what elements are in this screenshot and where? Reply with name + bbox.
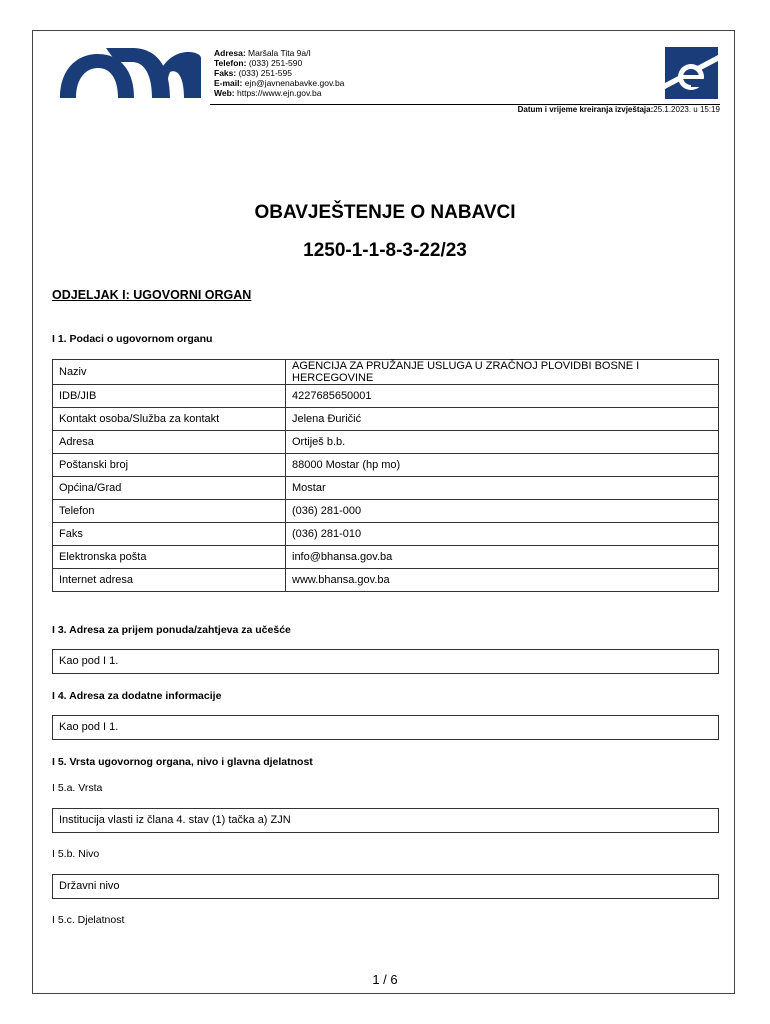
e-logo xyxy=(665,47,718,99)
table-row xyxy=(53,408,719,431)
contracting-authority-table xyxy=(52,359,719,592)
table-row xyxy=(53,477,719,500)
table-row xyxy=(53,523,719,546)
row-key: Faks xyxy=(53,523,286,546)
row-key: Općina/Grad xyxy=(53,477,286,500)
table-row xyxy=(53,431,719,454)
row-key: Telefon xyxy=(53,500,286,523)
contact-block xyxy=(214,48,344,98)
row-value: Ortiješ b.b. xyxy=(286,431,719,454)
i5b-label: I 5.b. Nivo xyxy=(52,848,100,860)
contact-address: Adresa: Maršala Tita 9a/I xyxy=(214,48,311,58)
row-key: Kontakt osoba/Služba za kontakt xyxy=(53,408,286,431)
contact-fax: Faks: (033) 251-595 xyxy=(214,68,292,78)
i5b-value-box: Državni nivo xyxy=(52,874,719,899)
table-row xyxy=(53,546,719,569)
i5-heading: I 5. Vrsta ugovornog organa, nivo i glavna djelatnost xyxy=(52,756,313,768)
row-key: Poštanski broj xyxy=(53,454,286,477)
row-key: Adresa xyxy=(53,431,286,454)
contact-phone: Telefon: (033) 251-590 xyxy=(214,58,303,68)
row-value: (036) 281-000 xyxy=(286,500,719,523)
row-value: Jelena Đuričić xyxy=(286,408,719,431)
i5c-label: I 5.c. Djelatnost xyxy=(52,914,125,926)
created-datetime: Datum i vrijeme kreiranja izvještaja:25.1.2023. u 15:19 xyxy=(517,105,720,114)
contact-web: Web: https://www.ejn.gov.ba xyxy=(214,88,322,98)
i4-heading: I 4. Adresa za dodatne informacije xyxy=(52,690,222,702)
row-value: 88000 Mostar (hp mo) xyxy=(286,454,719,477)
row-value: 4227685650001 xyxy=(286,385,719,408)
ajn-logo xyxy=(58,46,202,98)
i3-value-box: Kao pod I 1. xyxy=(52,649,719,674)
section-heading: ODJELJAK I: UGOVORNI ORGAN xyxy=(52,288,252,302)
table-row xyxy=(53,385,719,408)
row-value: Mostar xyxy=(286,477,719,500)
document-title: OBAVJEŠTENJE O NABAVCI xyxy=(254,202,516,223)
table-row xyxy=(53,500,719,523)
table-row xyxy=(53,569,719,592)
contact-email: E-mail: ejn@javnenabavke.gov.ba xyxy=(214,78,345,88)
row-key: Internet adresa xyxy=(53,569,286,592)
i3-heading: I 3. Adresa za prijem ponuda/zahtjeva za učešće xyxy=(52,624,291,636)
row-key: Elektronska pošta xyxy=(53,546,286,569)
i1-heading: I 1. Podaci o ugovornom organu xyxy=(52,333,213,345)
row-value: AGENCIJA ZA PRUŽANJE USLUGA U ZRAČNOJ PLOVIDBI BOSNE I HERCEGOVINE xyxy=(286,360,719,385)
i4-value-box: Kao pod I 1. xyxy=(52,715,719,740)
row-value: info@bhansa.gov.ba xyxy=(286,546,719,569)
document-number: 1250-1-1-8-3-22/23 xyxy=(303,240,467,261)
page-number: 1 / 6 xyxy=(372,972,398,987)
row-value: www.bhansa.gov.ba xyxy=(286,569,719,592)
row-value: (036) 281-010 xyxy=(286,523,719,546)
row-key: Naziv xyxy=(53,360,286,385)
table-row xyxy=(53,454,719,477)
row-key: IDB/JIB xyxy=(53,385,286,408)
i5a-value-box: Institucija vlasti iz člana 4. stav (1) tačka a) ZJN xyxy=(52,808,719,833)
i5a-label: I 5.a. Vrsta xyxy=(52,782,103,794)
table-row xyxy=(53,360,719,385)
